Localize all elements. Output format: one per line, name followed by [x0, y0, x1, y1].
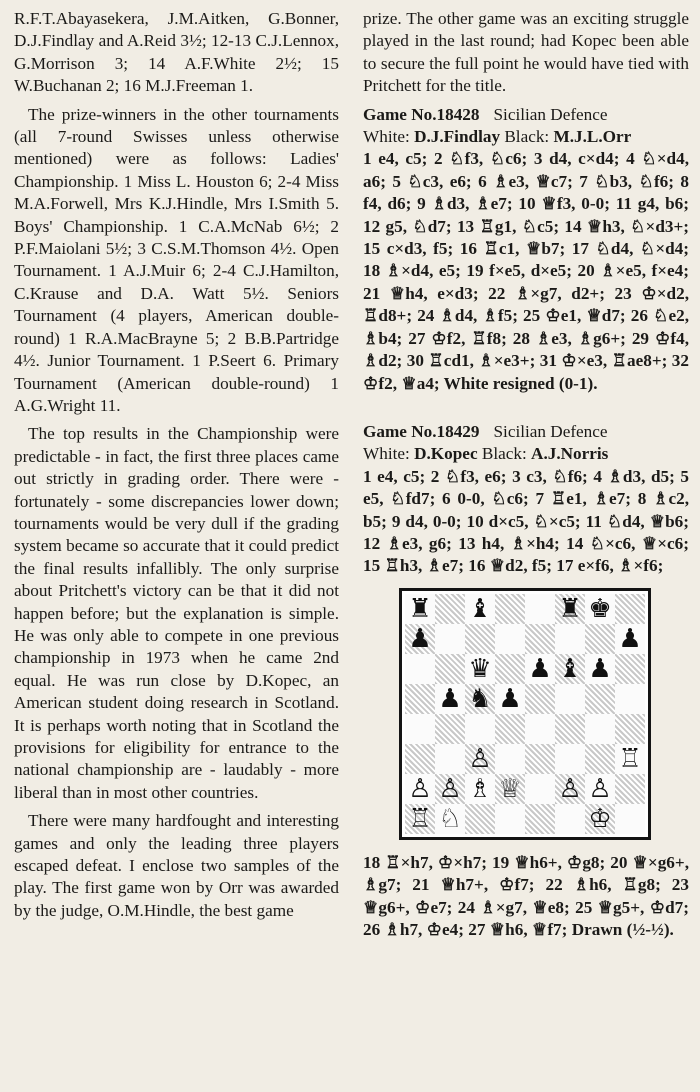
square-a7: [405, 624, 435, 654]
square-a1: [405, 804, 435, 834]
paragraph-prize-continued: prize. The other game was an exciting struggle played in the last round; had Kopec been able to secure the full point he would have tied with Pritchett for the title.: [363, 9, 689, 96]
square-g3: [585, 744, 615, 774]
square-c3: [465, 744, 495, 774]
chess-piece: ♕: [498, 773, 522, 804]
square-d6: [495, 654, 525, 684]
square-b6: [435, 654, 465, 684]
square-e8: [525, 594, 555, 624]
square-d2: [495, 774, 525, 804]
white-label: White:: [363, 444, 410, 464]
square-h8: [615, 594, 645, 624]
chess-piece: ♔: [588, 803, 612, 834]
paragraph-scores: R.F.T.Abayasekera, J.M.Aitken, G.Bonner, D.J.Findlay and A.Reid 3½; 12-13 C.J.Lennox, G.Morrison 3; 14 A.F.White 2½; 15 W.Buchanan 2; 16 M.J.Freeman 1.: [14, 9, 339, 96]
square-g8: [585, 594, 615, 624]
square-e7: [525, 624, 555, 654]
right-column: [363, 8, 689, 949]
square-c1: [465, 804, 495, 834]
chess-piece: ♝: [558, 653, 582, 684]
square-d4: [495, 714, 525, 744]
square-b2: [435, 774, 465, 804]
square-b3: [435, 744, 465, 774]
game-players: [363, 443, 689, 465]
square-b4: [435, 714, 465, 744]
game-heading: [363, 421, 689, 443]
chess-piece: ♙: [588, 773, 612, 804]
paragraph-games: There were many hardfought and interesting games and only the leading three players escaped defeat. I enclose two samples of the play. The first game won by Orr was awarded by the judge, O.M.Hindle, the best game: [14, 811, 339, 920]
square-f6: [555, 654, 585, 684]
chess-piece: ♙: [408, 773, 432, 804]
square-h6: [615, 654, 645, 684]
square-f4: [555, 714, 585, 744]
square-h7: [615, 624, 645, 654]
square-c2: [465, 774, 495, 804]
square-h3: [615, 744, 645, 774]
square-e5: [525, 684, 555, 714]
chess-piece: ♟: [438, 683, 462, 714]
square-a5: [405, 684, 435, 714]
move-list: 18 ♖×h7, ♔×h7; 19 ♕h6+, ♔g8; 20 ♕×g6+, ♗g7; 21 ♕h7+, ♔f7; 22 ♗h6, ♖g8; 23 ♕g6+, ♔e7; 24 ♗×g7, ♕e8; 25 ♕g5+, ♔d7; 26 ♗h7, ♔e4; 27 ♕h6, ♕f7;: [363, 852, 689, 939]
square-a3: [405, 744, 435, 774]
chess-piece: ♞: [468, 683, 492, 714]
square-f1: [555, 804, 585, 834]
square-e4: [525, 714, 555, 744]
chess-piece: ♟: [498, 683, 522, 714]
move-list: 1 e4, c5; 2 ♘f3, ♘c6; 3 d4, c×d4; 4 ♘×d4, a6; 5 ♘c3, e6; 6 ♗e3, ♕c7; 7 ♘b3, ♘f6; 8 f4, d6; 9 ♗d3, ♗e7; 10 ♕f3, 0-0; 11 g4, b6; 12 g5, ♘d7; 13 ♖g1, ♘c5; 14 ♕h3, ♘×d3+; 15 c×d3, f5; 16 ♖c1, ♕b7; 17 ♘d4, ♘×d4; 18 ♗×d4, e5; 19 f×e5, d×e5; 20 ♗×e5, f×e4; 21 ♕h4, e×d3; 22 ♗×g7, d2+; 23 ♔×d2, ♖d8+; 24 ♗d4, ♗f5; 25 ♔e1, ♕d7; 26 ♘e2, ♗b4; 27 ♔f2, ♖f8; 28 ♗e3, ♗g6+; 29 ♔f4, ♗d2; 30 ♖cd1, ♗×e3+; 31 ♔×e3, ♖ae8+; 32 ♔f2, ♕a4;: [363, 149, 689, 393]
chess-piece: ♚: [588, 593, 612, 624]
square-e6: [525, 654, 555, 684]
square-a6: [405, 654, 435, 684]
square-e1: [525, 804, 555, 834]
chess-board: [405, 594, 645, 834]
chess-piece: ♖: [408, 803, 432, 834]
square-h4: [615, 714, 645, 744]
chess-piece: ♜: [408, 593, 432, 624]
square-a8: [405, 594, 435, 624]
chess-piece: ♖: [618, 743, 642, 774]
chess-piece: ♘: [438, 803, 462, 834]
paragraph-prize-winners: The prize-winners in the other tournaments (all 7-round Swisses unless otherwise mentioned) were as follows: Ladies' Championship. 1 Miss L. Houston 6; 2-4 Miss M.A.Forwell, Mrs K.J.Hindle, Mrs I.Smith 5. Boys' Championship. 1 C.A.McNab 6½; 2 P.F.Maiolani 5½; 3 C.S.M.Thomson 4½. Open Tournament. 1 A.J.Muir 6; 2-4 C.J.Hamilton, C.Krause and D.A. Watt 5½. Seniors Tournament (4 players, American double-round) 1 R.A.MacBrayne 5; 2 B.B.Partridge 4½. Junior Tournament. 1 P.Seert 6. Primary Tournament (American double-round) 1 A.G.Wright 11.: [14, 104, 339, 415]
game-heading: [363, 104, 689, 126]
chess-diagram: [399, 588, 651, 840]
square-d1: [495, 804, 525, 834]
square-f3: [555, 744, 585, 774]
square-c8: [465, 594, 495, 624]
chess-piece: ♙: [558, 773, 582, 804]
chess-piece: ♝: [468, 593, 492, 624]
game-players: [363, 126, 689, 148]
square-a4: [405, 714, 435, 744]
square-d8: [495, 594, 525, 624]
game-title: Game No.18428: [363, 104, 480, 124]
game-18428: [363, 104, 689, 395]
chess-piece: ♟: [528, 653, 552, 684]
chess-piece: ♟: [618, 623, 642, 654]
chess-piece: ♜: [558, 593, 582, 624]
chess-piece: ♟: [588, 653, 612, 684]
square-g2: [585, 774, 615, 804]
chess-piece: ♟: [408, 623, 432, 654]
spacer: [363, 403, 689, 417]
square-d3: [495, 744, 525, 774]
square-d7: [495, 624, 525, 654]
square-b5: [435, 684, 465, 714]
game-opening: Sicilian Defence: [493, 421, 608, 441]
chess-piece: ♙: [438, 773, 462, 804]
square-b7: [435, 624, 465, 654]
chess-piece: ♙: [468, 743, 492, 774]
square-c5: [465, 684, 495, 714]
black-player: A.J.Norris: [531, 444, 609, 464]
white-label: White:: [363, 127, 410, 147]
square-d5: [495, 684, 525, 714]
square-f5: [555, 684, 585, 714]
square-c6: [465, 654, 495, 684]
game-moves-continued: [363, 852, 689, 942]
square-a2: [405, 774, 435, 804]
square-e3: [525, 744, 555, 774]
paragraph-championship: The top results in the Championship were predictable - in fact, the first three places came out strictly in grading order. There were - fortunately - some discrepancies lower down; tournaments would be very dull if the grading system became so accurate that it could predict the final results infallibly. The only surprise about Pritchett's victory can be that it did not happen before; but the explanation is simple. He was only able to compete in one previous championship in 1973 when he came 2nd equal. He was run close by D.Kopec, an American student doing research in Scotland. It is perhaps worth noting that in Scotland the provisions for eligibility for entrance to the national championship are - laudably - more liberal than in most other countries.: [14, 424, 339, 802]
square-b1: [435, 804, 465, 834]
game-18429: [363, 421, 689, 941]
square-c7: [465, 624, 495, 654]
square-h5: [615, 684, 645, 714]
white-player: D.J.Findlay: [414, 127, 501, 147]
game-result: Drawn (½-½).: [571, 919, 674, 939]
black-player: M.J.L.Orr: [553, 127, 632, 147]
square-h2: [615, 774, 645, 804]
square-c4: [465, 714, 495, 744]
chess-piece: ♛: [468, 653, 492, 684]
game-moves: 1 e4, c5; 2 ♘f3, e6; 3 c3, ♘f6; 4 ♗d3, d5; 5 e5, ♘fd7; 6 0-0, ♘c6; 7 ♖e1, ♗e7; 8 ♗c2, b5; 9 d4, 0-0; 10 d×c5, ♘×c5; 11 ♘d4, ♕b6; 12 ♗e3, g6; 13 h4, ♗×h4; 14 ♘×c6, ♕×c6; 15 ♖h3, ♗e7; 16 ♕d2, f5; 17 e×f6, ♗×f6;: [363, 466, 689, 576]
game-opening: Sicilian Defence: [493, 104, 608, 124]
square-h1: [615, 804, 645, 834]
game-title: Game No.18429: [363, 421, 480, 441]
square-g1: [585, 804, 615, 834]
square-g5: [585, 684, 615, 714]
square-f2: [555, 774, 585, 804]
white-player: D.Kopec: [414, 444, 478, 464]
square-f7: [555, 624, 585, 654]
square-e2: [525, 774, 555, 804]
square-g6: [585, 654, 615, 684]
chess-piece: ♗: [468, 773, 492, 804]
game-result: White resigned (0-1).: [443, 373, 598, 393]
black-label: Black:: [504, 127, 550, 147]
game-moves: [363, 148, 689, 394]
square-g4: [585, 714, 615, 744]
square-b8: [435, 594, 465, 624]
square-g7: [585, 624, 615, 654]
black-label: Black:: [481, 444, 527, 464]
left-column: [14, 8, 339, 928]
square-f8: [555, 594, 585, 624]
